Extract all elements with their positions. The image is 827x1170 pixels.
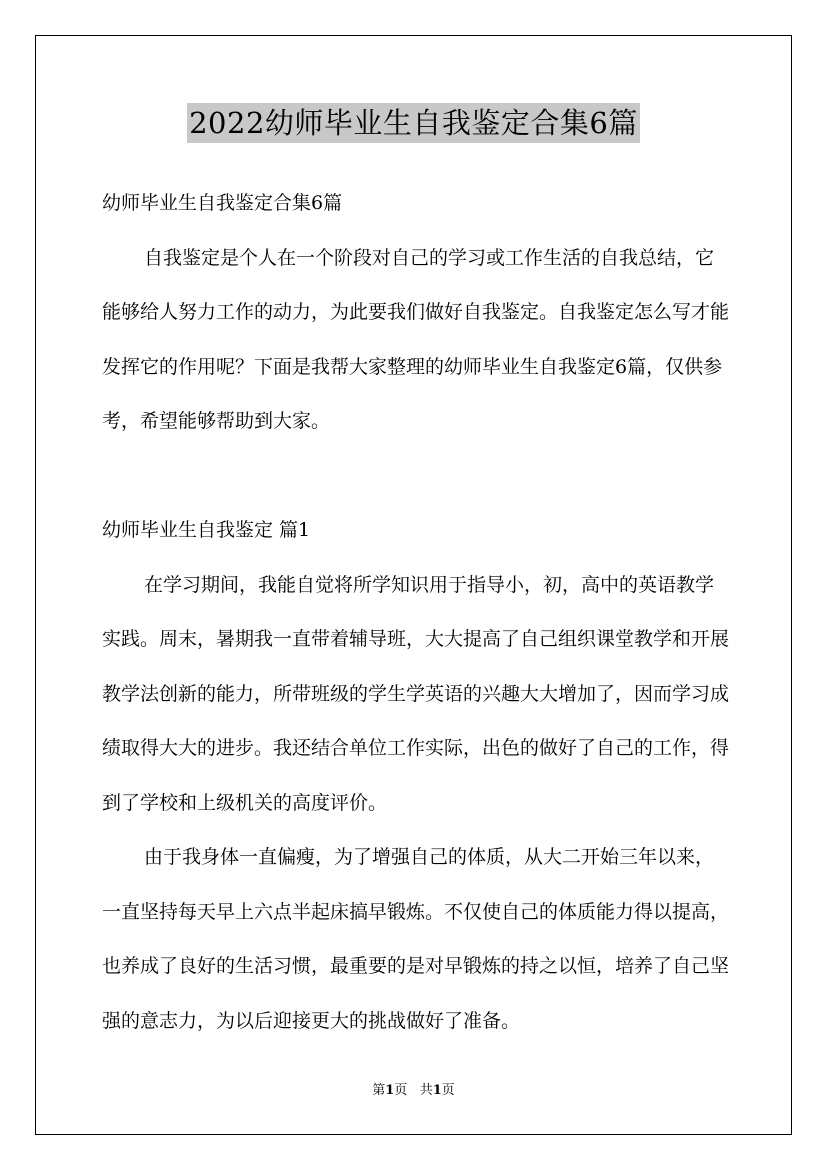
page-number: 1	[385, 1083, 395, 1098]
total-pages: 1	[432, 1083, 442, 1098]
section-heading: 幼师毕业生自我鉴定 篇1	[102, 519, 311, 541]
total-prefix: 共	[419, 1083, 433, 1098]
body-paragraph: 由于我身体一直偏瘦，为了增强自己的体质，从大二开始三年以来，一直坚持每天早上六点半起床搞早锻炼。不仅使自己的体质能力得以提高，也养成了良好的生活习惯，最重要的是对早锻炼的持之以恒，培养了自己坚强的意志力，为以后迎接更大的挑战做好了准备。	[102, 846, 730, 1032]
document-title: 2022幼师毕业生自我鉴定合集6篇	[187, 103, 640, 143]
document-body	[102, 176, 732, 1048]
title-wrap	[0, 103, 827, 143]
total-suffix: 页	[441, 1083, 455, 1098]
page-prefix: 第	[372, 1083, 386, 1098]
page-suffix: 页	[394, 1083, 408, 1098]
body-paragraph: 在学习期间，我能自觉将所学知识用于指导小，初，高中的英语教学实践。周末，暑期我一直带着辅导班，大大提高了自己组织课堂教学和开展教学法创新的能力，所带班级的学生学英语的兴趣大大增加了，因而学习成绩取得大大的进步。我还结合单位工作实际，出色的做好了自己的工作，得到了学校和上级机关的高度评价。	[102, 573, 730, 814]
intro-paragraph: 自我鉴定是个人在一个阶段对自己的学习或工作生活的自我总结，它能够给人努力工作的动力，为此要我们做好自我鉴定。自我鉴定怎么写才能发挥它的作用呢？下面是我帮大家整理的幼师毕业生自我鉴定6篇，仅供参考，希望能够帮助到大家。	[102, 246, 730, 432]
document-subtitle: 幼师毕业生自我鉴定合集6篇	[102, 192, 343, 214]
page-footer	[0, 1082, 827, 1100]
section-spacer	[102, 449, 732, 504]
